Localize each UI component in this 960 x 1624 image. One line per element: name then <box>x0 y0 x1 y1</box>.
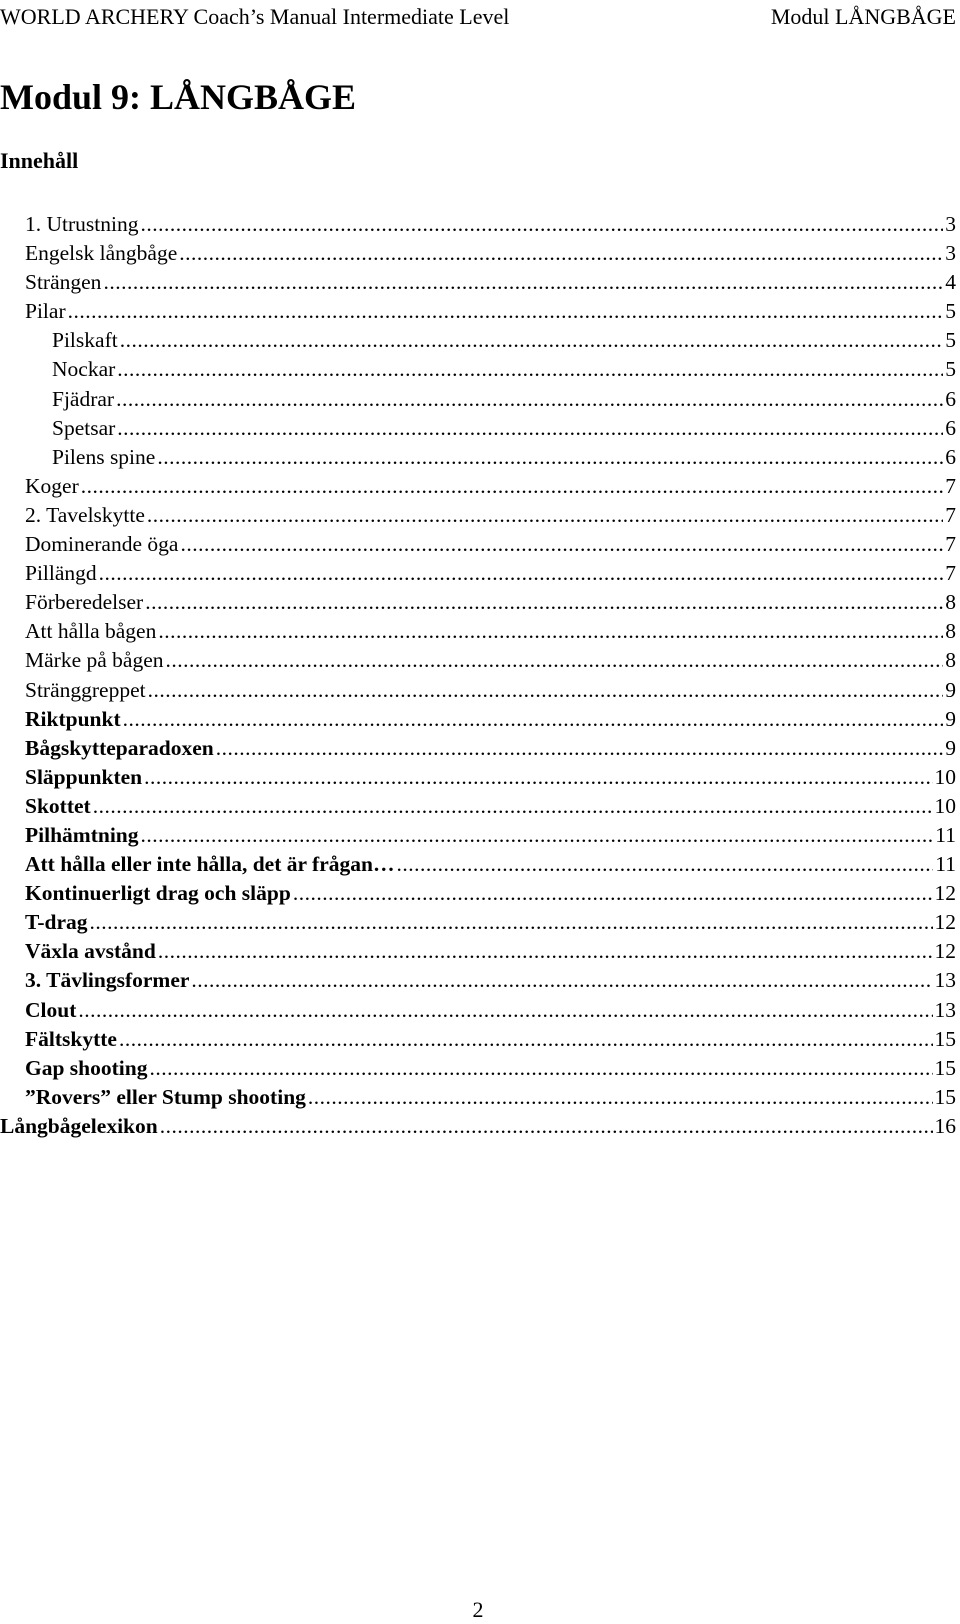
toc-entry-page: 16 <box>934 1113 956 1138</box>
toc-dot-leader <box>216 734 944 763</box>
toc-dot-leader <box>293 879 933 908</box>
toc-dot-leader <box>158 937 933 966</box>
toc-dot-leader <box>396 850 933 879</box>
toc-dot-leader <box>117 355 943 384</box>
toc-entry-label: 2. Tavelskytte <box>25 502 145 527</box>
toc-entry[interactable] <box>0 763 956 792</box>
toc-dot-leader <box>179 239 943 268</box>
toc-entry-page: 7 <box>945 561 956 586</box>
toc-entry-label: Gap shooting <box>25 1055 148 1080</box>
toc-dot-leader <box>145 588 943 617</box>
toc-entry[interactable] <box>0 676 956 705</box>
toc-entry[interactable] <box>0 530 956 559</box>
toc-entry-label: Pilskaft <box>52 328 118 353</box>
toc-entry-label: Släppunkten <box>25 764 143 789</box>
toc-entry-page: 8 <box>945 619 956 644</box>
toc-heading: Innehåll <box>0 148 79 173</box>
toc-entry-page: 11 <box>935 822 956 847</box>
toc-entry[interactable] <box>0 850 956 879</box>
toc-dot-leader <box>99 559 944 588</box>
toc-dot-leader <box>78 996 932 1025</box>
toc-dot-leader <box>93 792 933 821</box>
toc-entry-label: Fjädrar <box>52 386 115 411</box>
toc-entry-page: 15 <box>934 1026 956 1051</box>
toc-entry-label: Dominerande öga <box>25 532 179 557</box>
toc-dot-leader <box>119 1025 933 1054</box>
toc-dot-leader <box>116 385 943 414</box>
toc-entry[interactable] <box>0 792 956 821</box>
toc-dot-leader <box>140 210 943 239</box>
toc-entry-label: Strängen <box>25 270 102 295</box>
toc-entry-page: 9 <box>945 735 956 760</box>
toc-entry[interactable] <box>0 414 956 443</box>
toc-entry-page: 13 <box>934 968 956 993</box>
toc-entry[interactable] <box>0 443 956 472</box>
toc-dot-leader <box>103 268 943 297</box>
toc-dot-leader <box>158 617 943 646</box>
toc-dot-leader <box>117 414 943 443</box>
toc-entry-page: 15 <box>934 1084 956 1109</box>
toc-entry-label: Förberedelser <box>25 590 144 615</box>
toc-dot-leader <box>148 676 944 705</box>
toc-entry-label: 3. Tävlingsformer <box>25 968 190 993</box>
toc-entry[interactable] <box>0 937 956 966</box>
toc-entry-page: 11 <box>935 852 956 877</box>
table-of-contents <box>0 210 956 1141</box>
toc-entry[interactable] <box>0 908 956 937</box>
toc-entry[interactable] <box>0 996 956 1025</box>
toc-entry-label: 1. Utrustning <box>25 212 139 236</box>
page-title: Modul 9: LÅNGBÅGE <box>0 77 357 117</box>
toc-entry-label: Kontinuerligt drag och släpp <box>25 881 291 906</box>
toc-entry[interactable] <box>0 501 956 530</box>
toc-dot-leader <box>141 821 934 850</box>
toc-entry-label: Växla avstånd <box>25 939 156 964</box>
toc-entry-page: 6 <box>945 444 956 469</box>
header-left: WORLD ARCHERY Coach’s Manual Intermediate Level <box>0 4 510 29</box>
toc-entry-label: Att hålla eller inte hålla, det är frågan… <box>25 852 395 877</box>
toc-entry-page: 8 <box>945 648 956 673</box>
toc-entry-page: 10 <box>934 764 956 789</box>
toc-dot-leader <box>157 443 943 472</box>
toc-dot-leader <box>166 646 944 675</box>
toc-entry-page: 9 <box>945 677 956 702</box>
toc-entry-page: 9 <box>945 706 956 731</box>
toc-entry[interactable] <box>0 646 956 675</box>
toc-entry-label: Bågskytteparadoxen <box>25 735 214 760</box>
toc-entry-label: Märke på bågen <box>25 648 164 673</box>
toc-dot-leader <box>68 297 944 326</box>
toc-entry-page: 12 <box>934 939 956 964</box>
toc-entry[interactable] <box>0 821 956 850</box>
toc-entry[interactable] <box>0 617 956 646</box>
toc-entry-page: 5 <box>945 357 956 382</box>
page-number: 2 <box>472 1597 484 1622</box>
toc-entry-label: Engelsk långbåge <box>25 241 178 266</box>
header-right: Modul LÅNGBÅGE <box>770 4 956 29</box>
toc-entry-label: Pilhämtning <box>25 822 139 847</box>
toc-entry[interactable] <box>0 268 956 297</box>
toc-dot-leader <box>149 1054 932 1083</box>
toc-entry-label: Spetsar <box>52 415 116 440</box>
toc-entry[interactable] <box>0 239 956 268</box>
toc-dot-leader <box>90 908 933 937</box>
running-header <box>0 4 956 30</box>
toc-entry-label: Pillängd <box>25 561 97 586</box>
toc-entry[interactable] <box>0 879 956 908</box>
toc-entry-label: ”Rovers” eller Stump shooting <box>25 1084 306 1109</box>
toc-entry-page: 6 <box>945 386 956 411</box>
toc-entry-label: Långbågelexikon <box>0 1113 158 1138</box>
toc-entry-label: Pilar <box>25 299 66 324</box>
toc-entry[interactable] <box>0 588 956 617</box>
toc-dot-leader <box>160 1112 933 1141</box>
toc-entry[interactable] <box>0 966 956 995</box>
toc-entry-page: 12 <box>934 910 956 935</box>
toc-entry[interactable] <box>0 297 956 326</box>
toc-entry-label: Stränggreppet <box>25 677 146 702</box>
toc-dot-leader <box>144 763 932 792</box>
toc-entry-page: 3 <box>945 212 956 236</box>
toc-entry[interactable] <box>0 734 956 763</box>
toc-entry[interactable] <box>0 326 956 355</box>
toc-entry[interactable] <box>0 1083 956 1112</box>
toc-entry-page: 10 <box>934 793 956 818</box>
toc-entry[interactable] <box>0 472 956 501</box>
toc-entry-page: 8 <box>945 590 956 615</box>
toc-entry-label: Nockar <box>52 357 116 382</box>
toc-entry[interactable] <box>0 705 956 734</box>
toc-entry-page: 7 <box>945 473 956 498</box>
toc-entry-page: 6 <box>945 415 956 440</box>
toc-entry-page: 5 <box>945 299 956 324</box>
toc-entry[interactable] <box>0 1112 956 1141</box>
toc-entry[interactable] <box>0 385 956 414</box>
toc-dot-leader <box>191 966 932 995</box>
toc-dot-leader <box>147 501 943 530</box>
toc-entry-page: 15 <box>934 1055 956 1080</box>
toc-entry-page: 3 <box>945 241 956 266</box>
toc-dot-leader <box>120 326 944 355</box>
toc-entry[interactable] <box>0 1025 956 1054</box>
toc-dot-leader <box>123 705 944 734</box>
toc-dot-leader <box>308 1083 933 1112</box>
toc-entry-label: Fältskytte <box>25 1026 117 1051</box>
toc-entry-page: 7 <box>945 532 956 557</box>
toc-dot-leader <box>180 530 943 559</box>
toc-entry[interactable] <box>0 355 956 384</box>
toc-entry-label: Skottet <box>25 793 91 818</box>
toc-entry[interactable] <box>0 210 956 239</box>
toc-entry[interactable] <box>0 559 956 588</box>
toc-entry[interactable] <box>0 1054 956 1083</box>
toc-entry-label: Riktpunkt <box>25 706 121 731</box>
toc-entry-label: Att hålla bågen <box>25 619 157 644</box>
toc-entry-page: 7 <box>945 502 956 527</box>
toc-entry-page: 13 <box>934 997 956 1022</box>
toc-entry-label: Koger <box>25 473 79 498</box>
toc-entry-page: 4 <box>945 270 956 295</box>
toc-entry-label: Pilens spine <box>52 444 156 469</box>
toc-entry-page: 12 <box>934 881 956 906</box>
toc-entry-label: Clout <box>25 997 77 1022</box>
toc-entry-page: 5 <box>945 328 956 353</box>
toc-dot-leader <box>81 472 944 501</box>
toc-entry-label: T-drag <box>25 910 88 935</box>
